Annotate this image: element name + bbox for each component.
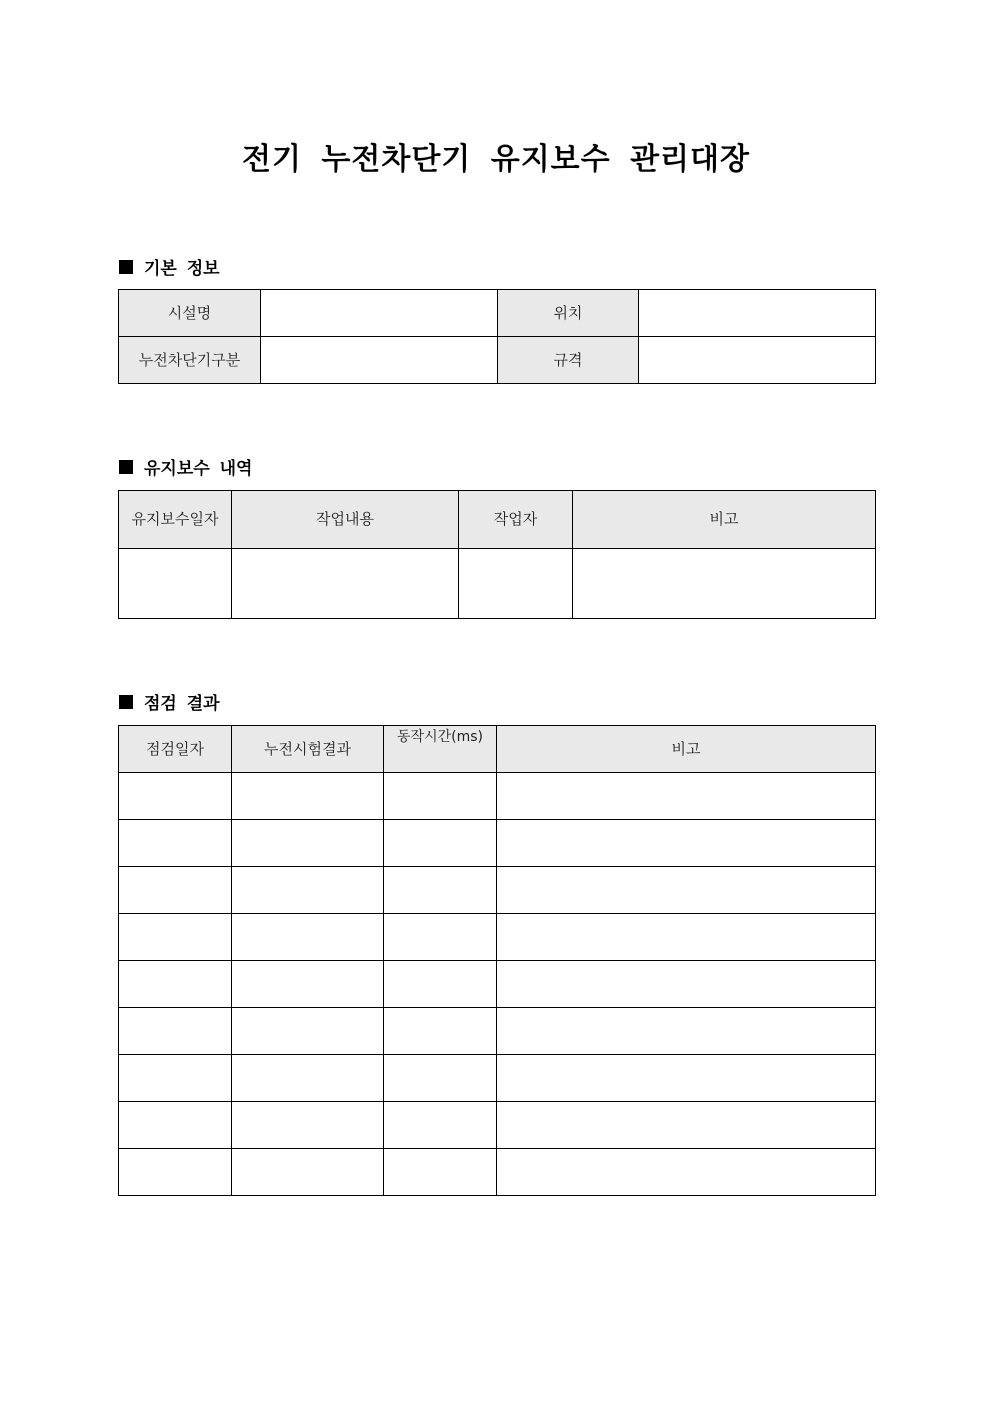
operating-time-cell[interactable] (384, 1008, 497, 1055)
label-location: 위치 (498, 290, 639, 337)
inspection-date-cell[interactable] (119, 773, 232, 820)
work-content-cell[interactable] (232, 549, 459, 619)
column-header-remarks: 비고 (497, 726, 876, 773)
worker-cell[interactable] (459, 549, 573, 619)
section-heading-label: 기본 정보 (144, 259, 220, 279)
black-square-icon (119, 460, 133, 474)
basic-info-table (118, 289, 876, 384)
leakage-test-result-cell[interactable] (232, 1102, 384, 1149)
remarks-cell[interactable] (497, 961, 876, 1008)
location-field[interactable] (639, 290, 876, 337)
remarks-cell[interactable] (497, 1102, 876, 1149)
label-facility-name: 시설명 (119, 290, 261, 337)
section-heading-inspection (119, 689, 220, 714)
maintenance-date-cell[interactable] (119, 549, 232, 619)
table-row (119, 1102, 876, 1149)
remarks-cell[interactable] (497, 1008, 876, 1055)
inspection-date-cell[interactable] (119, 1102, 232, 1149)
remarks-cell[interactable] (497, 914, 876, 961)
table-header-row (119, 726, 876, 773)
operating-time-cell[interactable] (384, 867, 497, 914)
operating-time-cell[interactable] (384, 1149, 497, 1196)
inspection-date-cell[interactable] (119, 1008, 232, 1055)
remarks-cell[interactable] (497, 1055, 876, 1102)
leakage-test-result-cell[interactable] (232, 961, 384, 1008)
remarks-cell[interactable] (497, 773, 876, 820)
table-row (119, 1008, 876, 1055)
table-row (119, 914, 876, 961)
remarks-cell[interactable] (497, 1149, 876, 1196)
operating-time-cell[interactable] (384, 820, 497, 867)
column-header-operating-time: 동작시간(ms) (384, 726, 497, 773)
leakage-test-result-cell[interactable] (232, 773, 384, 820)
leakage-test-result-cell[interactable] (232, 820, 384, 867)
table-row (119, 820, 876, 867)
table-row (119, 773, 876, 820)
inspection-date-cell[interactable] (119, 914, 232, 961)
column-header-worker: 작업자 (459, 491, 573, 549)
leakage-test-result-cell[interactable] (232, 867, 384, 914)
column-header-leakage-test-result: 누전시험결과 (232, 726, 384, 773)
black-square-icon (119, 260, 133, 274)
table-row (119, 549, 876, 619)
leakage-test-result-cell[interactable] (232, 1149, 384, 1196)
specification-field[interactable] (639, 337, 876, 384)
section-heading-label: 유지보수 내역 (144, 459, 253, 479)
inspection-date-cell[interactable] (119, 1149, 232, 1196)
inspection-date-cell[interactable] (119, 867, 232, 914)
column-header-work-content: 작업내용 (232, 491, 459, 549)
section-heading-maintenance (119, 454, 252, 479)
label-specification: 규격 (498, 337, 639, 384)
inspection-date-cell[interactable] (119, 961, 232, 1008)
table-header-row (119, 491, 876, 549)
operating-time-cell[interactable] (384, 773, 497, 820)
table-row (119, 337, 876, 384)
operating-time-cell[interactable] (384, 1102, 497, 1149)
table-row (119, 1149, 876, 1196)
facility-name-field[interactable] (261, 290, 498, 337)
operating-time-cell[interactable] (384, 914, 497, 961)
remarks-cell[interactable] (497, 820, 876, 867)
black-square-icon (119, 695, 133, 709)
operating-time-cell[interactable] (384, 1055, 497, 1102)
inspection-date-cell[interactable] (119, 1055, 232, 1102)
column-header-maintenance-date: 유지보수일자 (119, 491, 232, 549)
column-header-remarks: 비고 (573, 491, 876, 549)
inspection-date-cell[interactable] (119, 820, 232, 867)
maintenance-table (118, 490, 876, 619)
leakage-test-result-cell[interactable] (232, 914, 384, 961)
table-row (119, 290, 876, 337)
remarks-cell[interactable] (573, 549, 876, 619)
section-heading-basic-info (119, 254, 220, 279)
leakage-test-result-cell[interactable] (232, 1055, 384, 1102)
column-header-inspection-date: 점검일자 (119, 726, 232, 773)
breaker-type-field[interactable] (261, 337, 498, 384)
table-row (119, 1055, 876, 1102)
leakage-test-result-cell[interactable] (232, 1008, 384, 1055)
table-row (119, 867, 876, 914)
document-title: 전기 누전차단기 유지보수 관리대장 (241, 142, 751, 177)
operating-time-cell[interactable] (384, 961, 497, 1008)
remarks-cell[interactable] (497, 867, 876, 914)
table-row (119, 961, 876, 1008)
section-heading-label: 점검 결과 (144, 694, 220, 714)
label-breaker-type: 누전차단기구분 (119, 337, 261, 384)
inspection-table (118, 725, 876, 1196)
